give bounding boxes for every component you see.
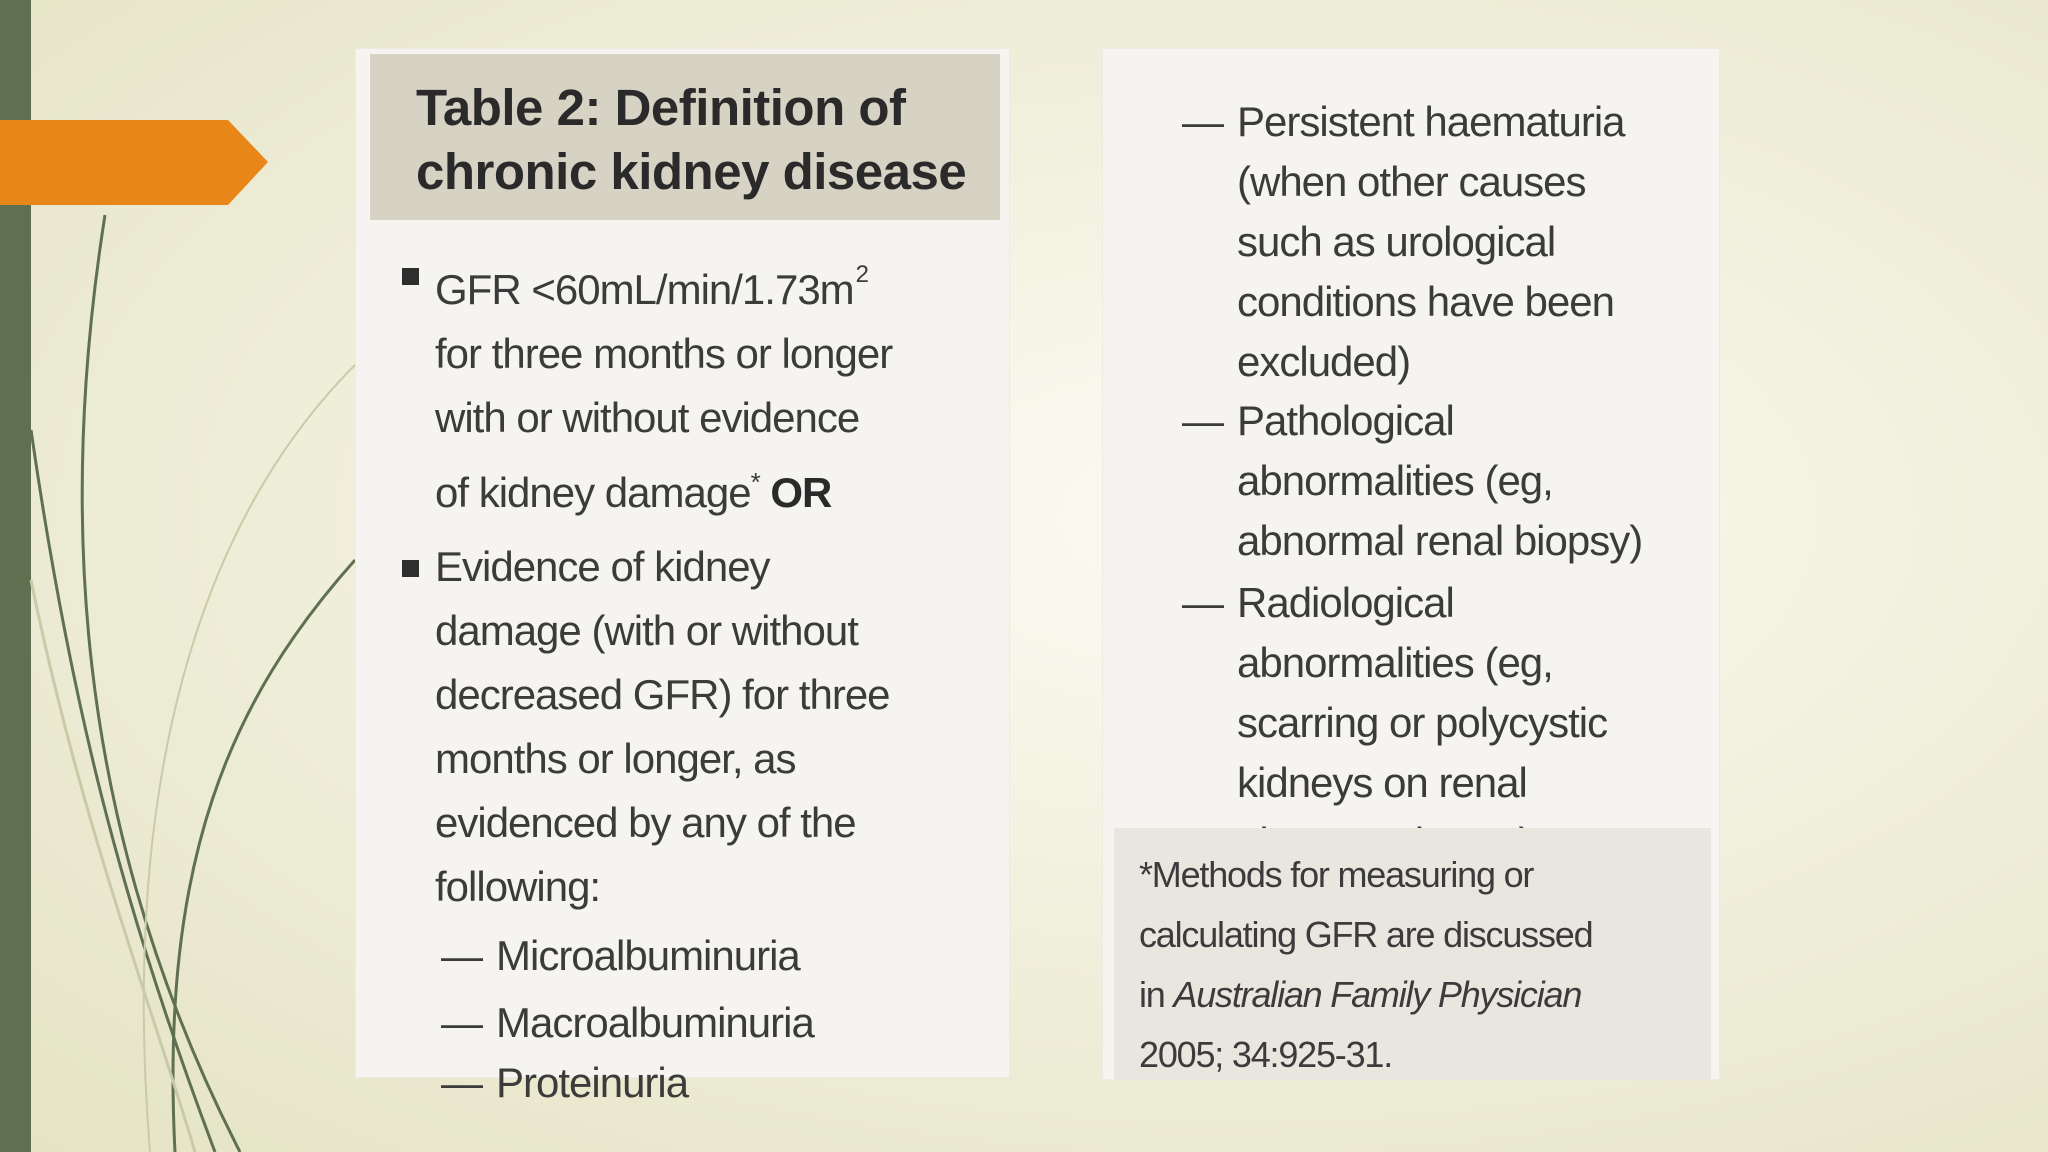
criterion-damage-line-3: decreased GFR) for three xyxy=(435,671,890,718)
gfr-superscript: 2 xyxy=(855,261,869,288)
evidence-line: excluded) xyxy=(1237,338,1411,385)
criterion-damage-line-4: months or longer, as xyxy=(435,735,796,782)
dash-marker: — xyxy=(441,932,482,979)
square-bullet-icon xyxy=(402,560,419,577)
criterion-gfr-line-2: for three months or longer xyxy=(435,330,893,377)
criterion-kidney-damage xyxy=(435,535,995,919)
table-title-line-1: Table 2: Definition of xyxy=(416,79,906,136)
dash-marker: — xyxy=(1182,98,1223,145)
footnote-text xyxy=(1139,845,1704,1085)
table-header xyxy=(370,54,1000,220)
evidence-text: Proteinuria xyxy=(496,1059,689,1106)
criterion-gfr xyxy=(435,243,995,525)
evidence-haematuria xyxy=(1182,92,1707,392)
evidence-line: (when other causes xyxy=(1237,158,1586,205)
dash-marker: — xyxy=(1182,397,1223,444)
evidence-line: such as urological xyxy=(1237,218,1556,265)
criterion-gfr-line-4: of kidney damage xyxy=(435,469,751,516)
evidence-pathological xyxy=(1182,391,1707,571)
evidence-line: Pathological xyxy=(1237,397,1454,444)
table-title-line-2: chronic kidney disease xyxy=(416,143,967,200)
evidence-line: conditions have been xyxy=(1237,278,1614,325)
table-left-column xyxy=(355,48,1010,1106)
footnote-line-3-prefix: in xyxy=(1139,974,1174,1015)
footnote-box xyxy=(1114,828,1711,1080)
dash-marker: — xyxy=(441,999,482,1046)
evidence-line: kidneys on renal xyxy=(1237,759,1527,806)
criterion-damage-line-1: Evidence of kidney xyxy=(435,543,770,590)
or-connector: OR xyxy=(770,469,832,516)
evidence-line: Radiological xyxy=(1237,579,1454,626)
evidence-text: Macroalbuminuria xyxy=(496,999,814,1046)
criterion-damage-line-6: following: xyxy=(435,863,601,910)
criterion-gfr-line-1: GFR <60mL/min/1.73m xyxy=(435,266,854,313)
table-right-column xyxy=(1102,48,1720,1080)
footnote-marker: * xyxy=(750,467,760,497)
evidence-line: abnormalities (eg, xyxy=(1237,639,1553,686)
table-title xyxy=(416,76,966,204)
criterion-damage-line-2: damage (with or without xyxy=(435,607,858,654)
evidence-line: abnormal renal biopsy) xyxy=(1237,517,1643,564)
criterion-gfr-line-3: with or without evidence xyxy=(435,394,860,441)
evidence-line: scarring or polycystic xyxy=(1237,699,1608,746)
footnote-line-4: 2005; 34:925-31. xyxy=(1139,1034,1393,1075)
dash-marker: — xyxy=(1182,579,1223,626)
footnote-line-1: *Methods for measuring or xyxy=(1139,854,1534,895)
evidence-text: Microalbuminuria xyxy=(496,932,800,979)
evidence-proteinuria xyxy=(441,1053,689,1113)
footnote-line-2: calculating GFR are discussed xyxy=(1139,914,1593,955)
evidence-macroalbuminuria xyxy=(441,993,814,1053)
evidence-line: Persistent haematuria xyxy=(1237,98,1625,145)
criterion-damage-line-5: evidenced by any of the xyxy=(435,799,856,846)
evidence-line: abnormalities (eg, xyxy=(1237,457,1553,504)
evidence-microalbuminuria xyxy=(441,926,800,986)
dash-marker: — xyxy=(441,1059,482,1106)
footnote-journal-name: Australian Family Physician xyxy=(1173,974,1582,1015)
square-bullet-icon xyxy=(402,268,419,285)
orange-arrow-marker xyxy=(0,120,268,205)
